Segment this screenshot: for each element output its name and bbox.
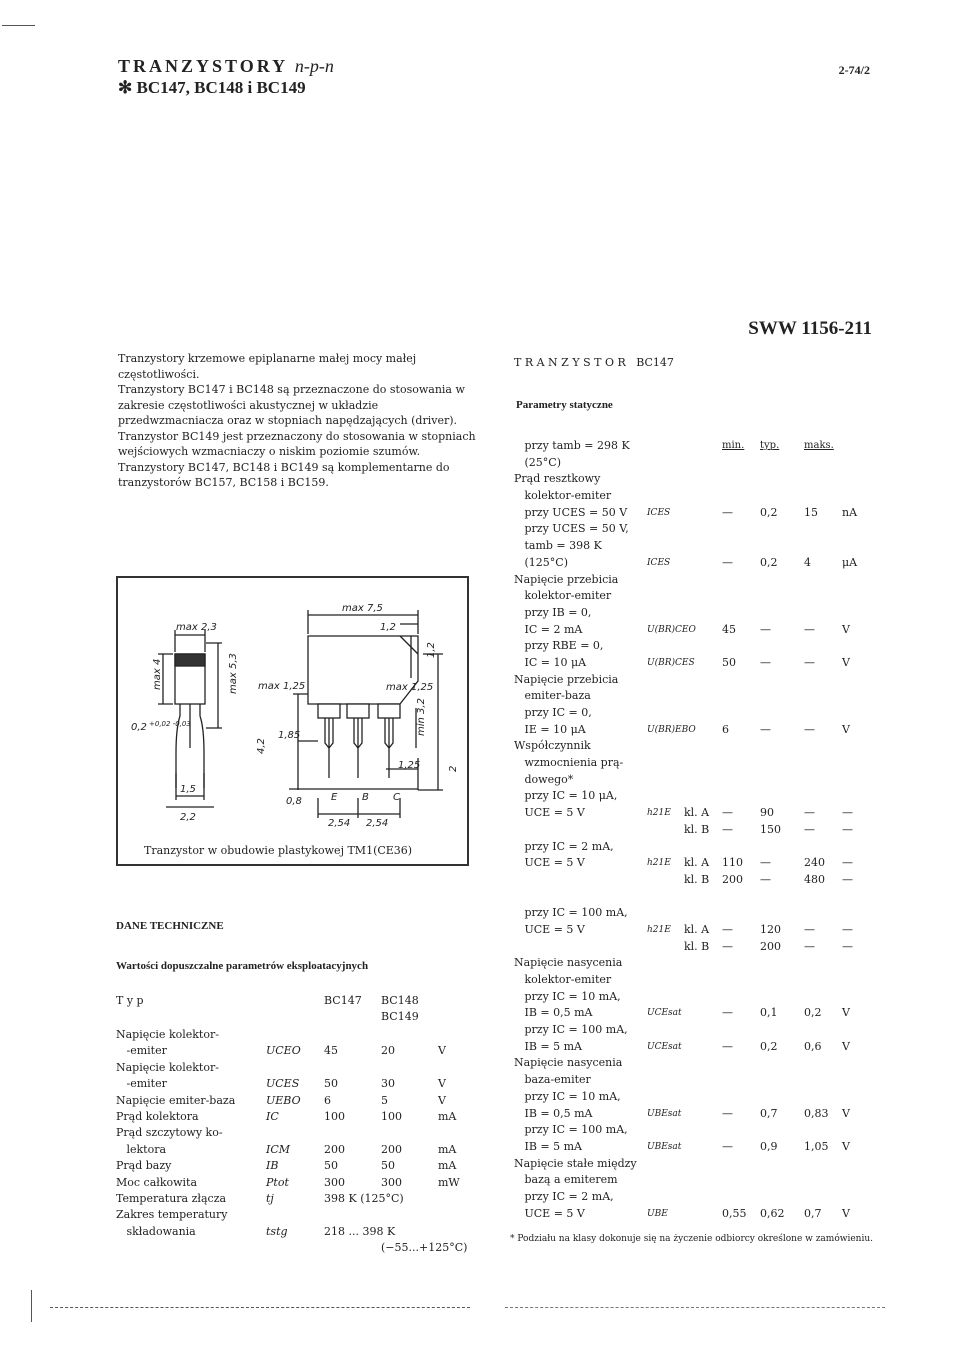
params-row <box>514 989 894 1006</box>
row-typ: — <box>760 722 771 736</box>
row-typ: 200 <box>760 939 781 953</box>
row-max: — <box>804 922 815 936</box>
row-name: przy UCES = 50 V <box>514 505 628 519</box>
row-symbol: UCES <box>266 1077 300 1091</box>
row-typ: 0,2 <box>760 505 778 519</box>
row-name: IB = 5 mA <box>514 1139 582 1153</box>
row-name: IB = 0,5 mA <box>514 1006 593 1020</box>
row-min: — <box>722 1139 733 1153</box>
row-symbol: UBEsat <box>647 1108 682 1119</box>
params-row <box>514 1072 894 1089</box>
params-row <box>514 1189 894 1206</box>
params-row <box>514 438 894 455</box>
row-name: Prąd szczytowy ko- <box>116 1126 223 1140</box>
params-row <box>514 805 894 822</box>
row-symbol: ICM <box>266 1142 291 1156</box>
intro-paragraph: Tranzystor BC149 jest przeznaczony do stosowania w stopniach wejściowych wzmacniaczy o niskim poziomie szumów. <box>118 429 476 458</box>
left-margin-line <box>31 1290 32 1322</box>
limits-table <box>116 1027 486 1256</box>
dim-label: 4,2 <box>256 738 267 754</box>
params-row <box>514 1172 894 1189</box>
row-bc148: 5 <box>381 1093 388 1107</box>
params-row <box>514 939 894 956</box>
row-symbol: UBE <box>647 1208 668 1219</box>
page-subtitle: ✻ BC147, BC148 i BC149 <box>118 78 306 97</box>
params-row <box>514 1206 894 1223</box>
limits-row <box>116 1191 486 1207</box>
dim-label: 1,2 <box>380 622 396 633</box>
row-min: 110 <box>722 856 743 870</box>
footnote: * Podziału na klasy dokonuje się na życzenie odbiorcy określone w zamówieniu. <box>510 1234 873 1244</box>
limits-row <box>116 1093 486 1109</box>
params-row <box>514 855 894 872</box>
row-name: UCE = 5 V <box>514 922 585 936</box>
params-heading: Parametry statyczne <box>516 399 613 411</box>
dim-label: 0,8 <box>286 796 302 807</box>
row-min: 45 <box>722 622 736 636</box>
params-row <box>514 622 894 639</box>
dim-label: 1,2 <box>426 642 437 658</box>
limits-row <box>116 1076 486 1092</box>
row-name: przy IB = 0, <box>514 605 592 619</box>
row-min: — <box>722 1039 733 1053</box>
row-name: przy IC = 10 μA, <box>514 789 618 803</box>
row-symbol: tj <box>266 1191 274 1205</box>
params-row <box>514 488 894 505</box>
row-typ: 0,2 <box>760 1039 778 1053</box>
row-bc147: 100 <box>324 1109 345 1123</box>
params-row <box>514 738 894 755</box>
row-bc148: 50 <box>381 1159 395 1173</box>
row-unit: V <box>842 1039 850 1053</box>
dim-label: 1,5 <box>180 784 196 795</box>
row-typ: — <box>760 856 771 870</box>
row-class: kl. A <box>684 806 710 820</box>
dim-label: 2,2 <box>180 812 196 823</box>
dim-label: max 2,3 <box>176 622 217 633</box>
col-header-bc149: BC149 <box>381 1010 419 1023</box>
row-name: bazą a emiterem <box>514 1173 618 1187</box>
row-name: lektora <box>116 1142 167 1156</box>
row-class: kl. B <box>684 872 710 886</box>
dim-label: 2 <box>448 765 459 772</box>
row-symbol: UCEsat <box>647 1008 682 1019</box>
row-class: kl. A <box>684 922 710 936</box>
title-type: n-p-n <box>294 56 334 76</box>
row-name: przy IC = 10 mA, <box>514 1089 621 1103</box>
row-typ: — <box>760 655 771 669</box>
row-max: 0,83 <box>804 1106 829 1120</box>
row-name: przy IC = 2 mA, <box>514 1189 614 1203</box>
dim-label: max 5,3 <box>228 653 239 694</box>
row-unit: mA <box>438 1142 457 1156</box>
figure-caption: Tranzystor w obudowie plastykowej TM1(CE36) <box>144 844 413 857</box>
row-min: — <box>722 939 733 953</box>
row-name: Napięcie nasycenia <box>514 1056 623 1070</box>
dim-label: max 7,5 <box>342 603 383 614</box>
col-header-typ: typ. <box>760 440 780 451</box>
limits-row <box>116 1027 486 1043</box>
row-name: IB = 5 mA <box>514 1039 582 1053</box>
row-symbol: tstg <box>266 1224 288 1238</box>
col-header-max: maks. <box>804 440 834 451</box>
row-symbol: U(BR)EBO <box>647 724 696 735</box>
row-symbol: UCEO <box>266 1044 301 1058</box>
row-unit: V <box>438 1077 446 1091</box>
row-min: — <box>722 822 733 836</box>
row-name: kolektor-emiter <box>514 489 612 503</box>
row-name: IB = 0,5 mA <box>514 1106 593 1120</box>
row-unit: — <box>842 822 853 836</box>
row-bc147: 50 <box>324 1077 338 1091</box>
row-name: składowania <box>116 1224 196 1238</box>
params-row <box>514 672 894 689</box>
row-min: — <box>722 806 733 820</box>
row-max: — <box>804 655 815 669</box>
row-name: przy UCES = 50 V, <box>514 522 629 536</box>
col-header-bc148: BC148 <box>381 994 419 1007</box>
params-row <box>514 955 894 972</box>
row-symbol: Ptot <box>266 1175 289 1189</box>
row-max: 1,05 <box>804 1139 829 1153</box>
row-unit: V <box>842 722 850 736</box>
row-name: IC = 10 μA <box>514 655 587 669</box>
row-name: przy IC = 100 mA, <box>514 906 628 920</box>
row-name: Prąd resztkowy <box>514 472 601 486</box>
section-heading: DANE TECHNICZNE <box>116 920 224 932</box>
params-row <box>514 839 894 856</box>
row-class: kl. B <box>684 822 710 836</box>
dim-label: 2,54 <box>366 818 389 829</box>
package-drawing-box <box>116 576 469 866</box>
row-bc148: 20 <box>381 1044 395 1058</box>
row-unit: mW <box>438 1175 460 1189</box>
row-symbol: U(BR)CES <box>647 657 695 668</box>
row-bc148: 30 <box>381 1077 395 1091</box>
row-max: 0,7 <box>804 1206 822 1220</box>
params-row <box>514 722 894 739</box>
params-row <box>514 521 894 538</box>
params-row <box>514 1022 894 1039</box>
row-class: kl. A <box>684 856 710 870</box>
row-name: przy IC = 100 mA, <box>514 1023 628 1037</box>
row-min: 200 <box>722 872 743 886</box>
row-max: 240 <box>804 856 825 870</box>
row-name: przy RBE = 0, <box>514 639 604 653</box>
dim-label: +0,02 -0,03 <box>149 720 191 728</box>
row-name: wzmocnienia prą- <box>514 756 624 770</box>
row-max: — <box>804 622 815 636</box>
row-symbol: ICES <box>647 507 671 518</box>
row-unit: V <box>842 622 850 636</box>
row-unit: — <box>842 939 853 953</box>
row-name: przy IC = 10 mA, <box>514 989 621 1003</box>
row-unit: V <box>842 655 850 669</box>
row-name: IC = 2 mA <box>514 622 583 636</box>
row-bc147: 300 <box>324 1175 345 1189</box>
row-name: przy IC = 2 mA, <box>514 839 614 853</box>
limits-row <box>116 1043 486 1059</box>
package-drawing <box>118 578 467 864</box>
dim-label: max 1,25 <box>258 681 306 692</box>
dim-label: 1,25 <box>398 760 421 771</box>
row-name: Temperatura złącza <box>116 1191 227 1205</box>
intro-paragraph: Tranzystory BC147, BC148 i BC149 są komplementarne do tranzystorów BC157, BC158 i BC159. <box>118 460 450 489</box>
row-name: przy IC = 100 mA, <box>514 1123 628 1137</box>
row-name: tamb = 398 K <box>514 539 602 553</box>
row-bc147: 218 ... 398 K <box>324 1224 396 1238</box>
row-name: kolektor-emiter <box>514 589 612 603</box>
limits-row <box>116 1109 486 1125</box>
row-name: Napięcie przebicia <box>514 572 619 586</box>
row-typ: — <box>760 622 771 636</box>
row-name: (25°C) <box>514 455 561 469</box>
params-row <box>514 972 894 989</box>
pin-label-base: B <box>362 792 369 803</box>
row-name: Napięcie nasycenia <box>514 956 623 970</box>
row-max: 0,2 <box>804 1006 822 1020</box>
params-row <box>514 588 894 605</box>
row-symbol: IC <box>266 1109 279 1123</box>
params-row <box>514 788 894 805</box>
row-symbol: UCEsat <box>647 1041 682 1052</box>
row-min: — <box>722 505 733 519</box>
row-symbol: IB <box>266 1159 279 1173</box>
row-max: — <box>804 722 815 736</box>
limits-row <box>116 1207 486 1223</box>
col-header-bc147: BC147 <box>324 994 362 1007</box>
params-row <box>514 1122 894 1139</box>
row-max: — <box>804 822 815 836</box>
params-row <box>514 1106 894 1123</box>
row-name: Prąd bazy <box>116 1159 172 1173</box>
row-max: 15 <box>804 505 818 519</box>
params-row <box>514 905 894 922</box>
limits-row <box>116 1060 486 1076</box>
params-row <box>514 1139 894 1156</box>
row-symbol: h21E <box>647 858 671 869</box>
params-row <box>514 822 894 839</box>
row-symbol: h21E <box>647 924 671 935</box>
row-unit: mA <box>438 1109 457 1123</box>
row-name: UCE = 5 V <box>514 1206 585 1220</box>
row-name: Zakres temperatury <box>116 1208 228 1222</box>
params-row <box>514 471 894 488</box>
params-row <box>514 889 894 906</box>
row-max: 4 <box>804 555 811 569</box>
title-main: TRANZYSTORY <box>118 56 288 76</box>
limits-row <box>116 1125 486 1141</box>
dim-label: 0,2 <box>131 722 147 733</box>
row-name: Napięcie kolektor- <box>116 1028 219 1041</box>
row-typ: 0,1 <box>760 1006 778 1020</box>
row-unit: V <box>842 1106 850 1120</box>
row-name: Moc całkowita <box>116 1175 198 1189</box>
limits-row <box>116 1175 486 1191</box>
params-row <box>514 638 894 655</box>
params-row <box>514 1005 894 1022</box>
row-name: przy tamb = 298 K <box>514 439 630 452</box>
params-row <box>514 538 894 555</box>
row-name: emiter-baza <box>514 689 591 703</box>
params-row <box>514 505 894 522</box>
dim-label: 1,85 <box>278 730 301 741</box>
row-bc148: 300 <box>381 1175 402 1189</box>
row-bc147: 50 <box>324 1159 338 1173</box>
row-symbol: h21E <box>647 808 671 819</box>
row-unit: — <box>842 872 853 886</box>
pin-label-collector: C <box>393 792 400 803</box>
row-symbol: UEBO <box>266 1093 301 1107</box>
row-typ: 150 <box>760 822 781 836</box>
row-typ: 90 <box>760 806 774 820</box>
doc-code: 2-74/2 <box>838 63 870 77</box>
row-min: — <box>722 922 733 936</box>
row-name: Współczynnik <box>514 739 591 753</box>
row-unit: mA <box>438 1159 457 1173</box>
top-left-mark <box>2 25 35 26</box>
row-unit: V <box>438 1044 446 1058</box>
row-bc147: 200 <box>324 1142 345 1156</box>
row-name: -emiter <box>116 1077 167 1091</box>
params-table <box>514 438 894 1222</box>
row-unit: V <box>842 1006 850 1020</box>
limits-row <box>116 1240 486 1256</box>
row-name: Napięcie stałe między <box>514 1156 637 1170</box>
params-row <box>514 872 894 889</box>
params-row <box>514 555 894 572</box>
dim-label: max 1,25 <box>386 682 434 693</box>
limits-header <box>116 994 486 1028</box>
row-unit: V <box>438 1093 446 1107</box>
page-title <box>118 56 334 77</box>
row-unit: — <box>842 922 853 936</box>
limits-row <box>116 1158 486 1174</box>
limits-row <box>116 1142 486 1158</box>
row-symbol: ICES <box>647 557 671 568</box>
row-name: przy IC = 0, <box>514 706 592 719</box>
params-row <box>514 655 894 672</box>
row-unit: μA <box>842 555 858 569</box>
row-max: — <box>804 806 815 820</box>
bottom-rule-right <box>505 1307 885 1308</box>
row-name: Prąd kolektora <box>116 1109 199 1123</box>
row-max: 0,6 <box>804 1039 822 1053</box>
row-unit: — <box>842 806 853 820</box>
row-unit: V <box>842 1139 850 1153</box>
row-min: — <box>722 555 733 569</box>
row-bc148: 200 <box>381 1142 402 1156</box>
row-typ: — <box>760 872 771 886</box>
intro-paragraph: Tranzystory BC147 i BC148 są przeznaczone do stosowania w zakresie częstotliwości akustycznej w układzie przedwzmacniacza oraz w stopniach napędzających (driver). <box>118 383 465 427</box>
params-row <box>514 572 894 589</box>
row-typ: 0,62 <box>760 1206 785 1220</box>
params-row <box>514 1089 894 1106</box>
row-typ: 0,2 <box>760 555 778 569</box>
row-name: baza-emiter <box>514 1073 591 1087</box>
row-min: 0,55 <box>722 1206 747 1220</box>
row-min: — <box>722 1006 733 1020</box>
row-name: dowego* <box>514 772 574 786</box>
sww-code: SWW 1156-211 <box>748 318 872 339</box>
row-name: Napięcie przebicia <box>514 672 619 686</box>
col-header-min: min. <box>722 440 745 451</box>
row-bc147: 398 K (125°C) <box>324 1191 404 1205</box>
row-name: -emiter <box>116 1044 167 1058</box>
row-bc147: 45 <box>324 1044 338 1058</box>
row-name: kolektor-emiter <box>514 973 612 986</box>
row-typ: 0,7 <box>760 1106 778 1120</box>
row-name: Napięcie kolektor- <box>116 1060 219 1074</box>
dim-label: 2,54 <box>328 818 351 829</box>
bottom-rule <box>50 1307 470 1308</box>
row-name: UCE = 5 V <box>514 856 585 870</box>
row-unit: — <box>842 856 853 870</box>
intro-text <box>118 351 478 491</box>
params-row <box>514 922 894 939</box>
row-unit: nA <box>842 505 858 519</box>
subsection-heading: Wartości dopuszczalne parametrów eksploatacyjnych <box>116 960 369 972</box>
params-row <box>514 455 894 472</box>
row-name: IE = 10 μA <box>514 722 586 736</box>
limits-row <box>116 1224 486 1240</box>
dim-label: max 4 <box>152 658 163 690</box>
params-row <box>514 605 894 622</box>
intro-paragraph: Tranzystory krzemowe epiplanarne małej mocy małej częstotliwości. <box>118 352 417 381</box>
params-row <box>514 772 894 789</box>
col-header-type: T y p <box>116 994 144 1007</box>
row-bc148: 100 <box>381 1109 402 1123</box>
row-min: 6 <box>722 722 729 736</box>
row-class: kl. B <box>684 939 710 953</box>
row-max: 480 <box>804 872 825 886</box>
row-symbol: U(BR)CEO <box>647 624 696 635</box>
params-row <box>514 705 894 722</box>
row-typ: 120 <box>760 922 781 936</box>
row-name: Napięcie emiter-baza <box>116 1093 236 1107</box>
row-min: — <box>722 1106 733 1120</box>
row-typ: 0,9 <box>760 1139 778 1153</box>
row-name: UCE = 5 V <box>514 806 585 820</box>
params-row <box>514 1156 894 1173</box>
row-min: 50 <box>722 655 736 669</box>
row-name: (125°C) <box>514 555 568 569</box>
row-unit: V <box>842 1206 850 1220</box>
params-row <box>514 1055 894 1072</box>
row-bc147: 6 <box>324 1093 331 1107</box>
params-row <box>514 755 894 772</box>
dim-label: min 3,2 <box>416 698 427 736</box>
params-row <box>514 1039 894 1056</box>
right-title: T R A N Z Y S T O R BC147 <box>514 356 674 369</box>
row-bc148: (−55...+125°C) <box>381 1241 468 1255</box>
pin-label-emitter: E <box>331 792 338 803</box>
row-max: — <box>804 939 815 953</box>
row-symbol: UBEsat <box>647 1141 682 1152</box>
params-row <box>514 688 894 705</box>
